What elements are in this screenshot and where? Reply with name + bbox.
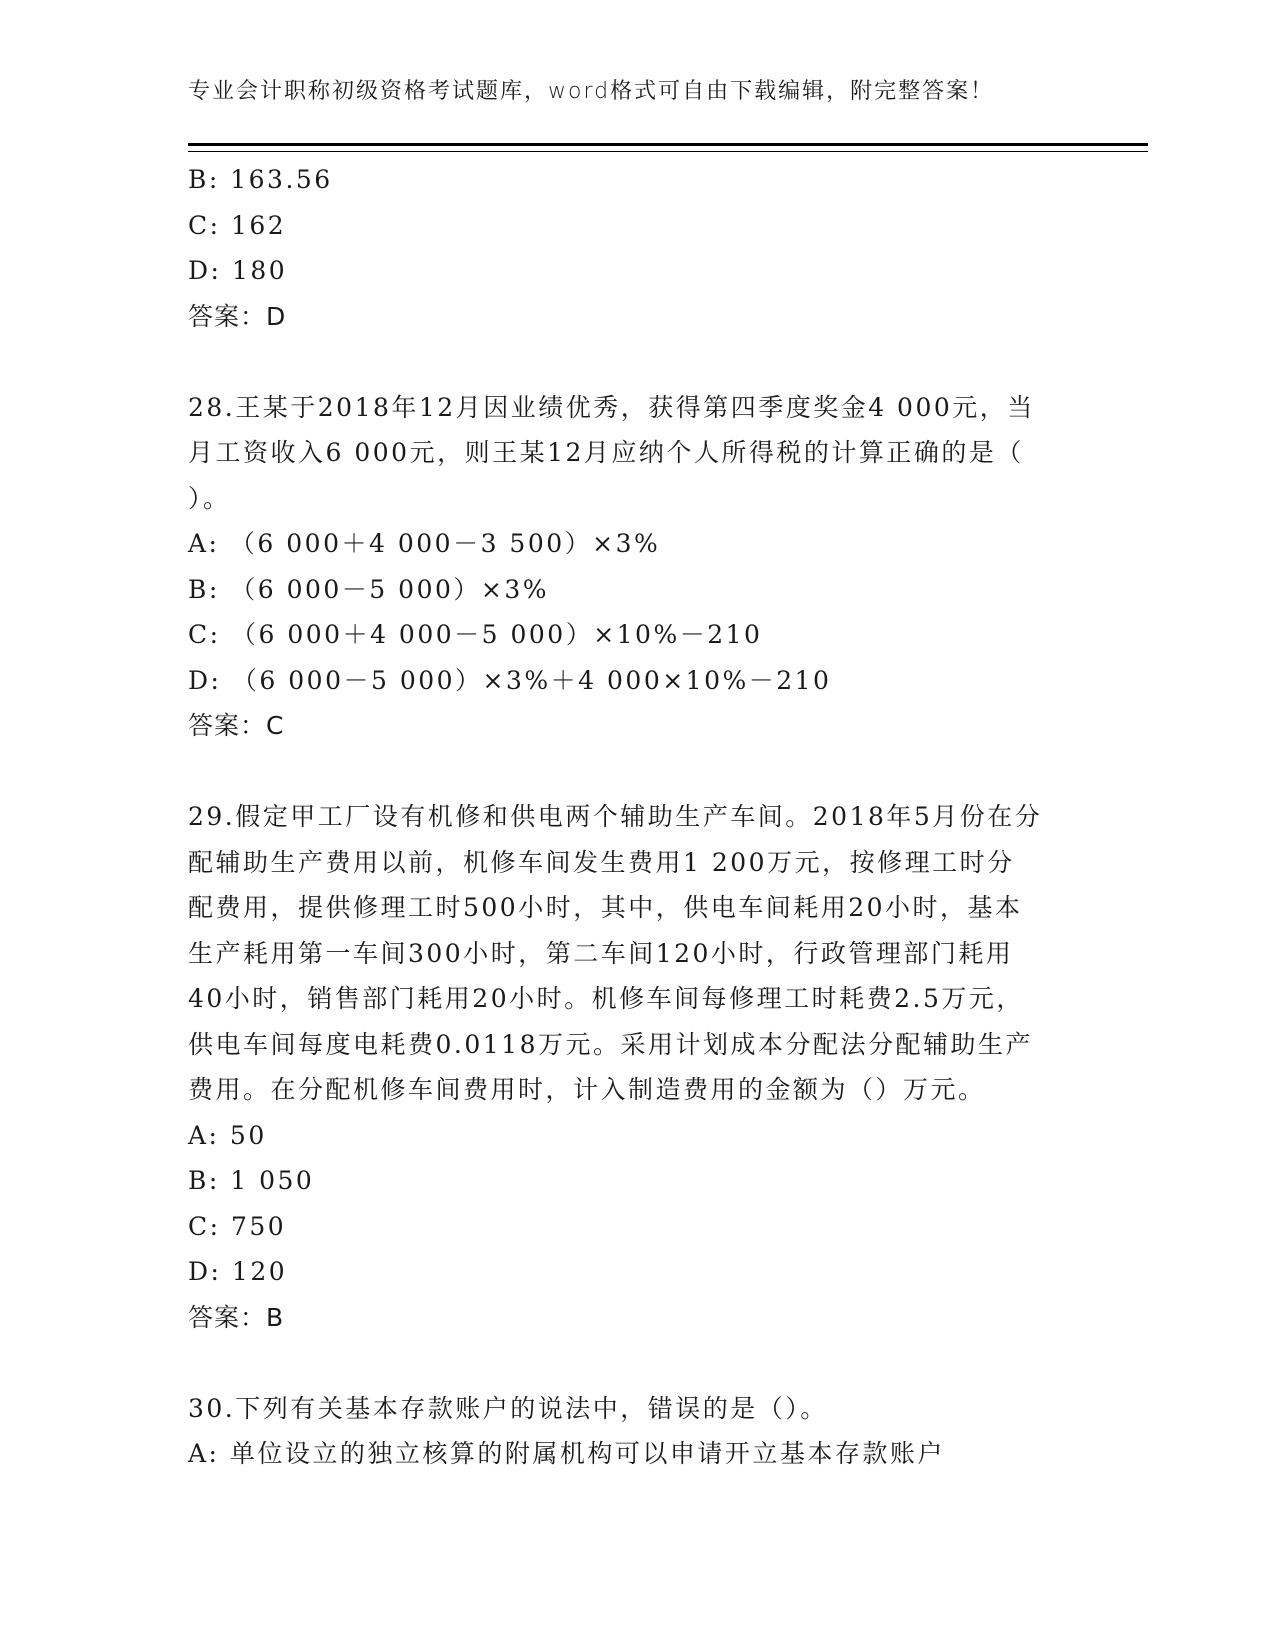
question-text-line: 29.假定甲工厂设有机修和供电两个辅助生产车间。2018年5月份在分 [188, 802, 1043, 831]
option-a: A: 50 [188, 1120, 267, 1150]
question-text-line: 28.王某于2018年12月因业绩优秀，获得第四季度奖金4 000元，当 [188, 392, 1035, 422]
option-a: A: 单位设立的独立核算的附属机构可以申请开立基本存款账户 [188, 1439, 945, 1468]
option-b: B: （6 000－5 000）×3% [188, 574, 549, 604]
option-d: D: 120 [188, 1257, 288, 1286]
question-content [188, 157, 1088, 1477]
question-text-line: 30.下列有关基本存款账户的说法中，错误的是（）。 [188, 1393, 828, 1423]
option-d: D: （6 000－5 000）×3%＋4 000×10%－210 [188, 665, 832, 695]
answer: 答案：D [188, 301, 287, 331]
question-text-line: 40小时，销售部门耗用20小时。机修车间每修理工时耗费2.5万元， [188, 984, 1024, 1013]
question-text-line: ）。 [188, 483, 231, 513]
question-text-line: 配辅助生产费用以前，机修车间发生费用1 200万元，按修理工时分 [188, 847, 1015, 877]
header-rule-thick [188, 143, 1148, 146]
option-c: C: 750 [188, 1211, 287, 1241]
question-text-line: 月工资收入6 000元，则王某12月应纳个人所得税的计算正确的是（ [188, 438, 1024, 467]
option-b: B: 163.56 [188, 165, 333, 194]
question-29 [188, 794, 1088, 1340]
answer: 答案：B [188, 1302, 285, 1332]
option-b: B: 1 050 [188, 1166, 315, 1195]
answer: 答案：C [188, 711, 285, 740]
option-c: C: 162 [188, 210, 287, 240]
question-text-line: 费用。在分配机修车间费用时，计入制造费用的金额为（）万元。 [188, 1075, 986, 1104]
question-text-line: 供电车间每度电耗费0.0118万元。采用计划成本分配法分配辅助生产 [188, 1029, 1033, 1059]
question-28 [188, 385, 1088, 749]
question-27-tail [188, 157, 1088, 339]
question-text-line: 配费用，提供修理工时500小时，其中，供电车间耗用20小时，基本 [188, 893, 1023, 922]
page-header: 专业会计职称初级资格考试题库，word格式可自由下载编辑，附完整答案！ [188, 79, 995, 104]
option-a: A: （6 000＋4 000－3 500）×3% [188, 529, 661, 558]
option-c: C: （6 000＋4 000－5 000）×10%－210 [188, 620, 763, 649]
question-text-line: 生产耗用第一车间300小时，第二车间120小时，行政管理部门耗用 [188, 938, 1014, 968]
option-d: D: 180 [188, 256, 288, 285]
question-30 [188, 1386, 1088, 1477]
header-rule-thin [188, 151, 1148, 152]
